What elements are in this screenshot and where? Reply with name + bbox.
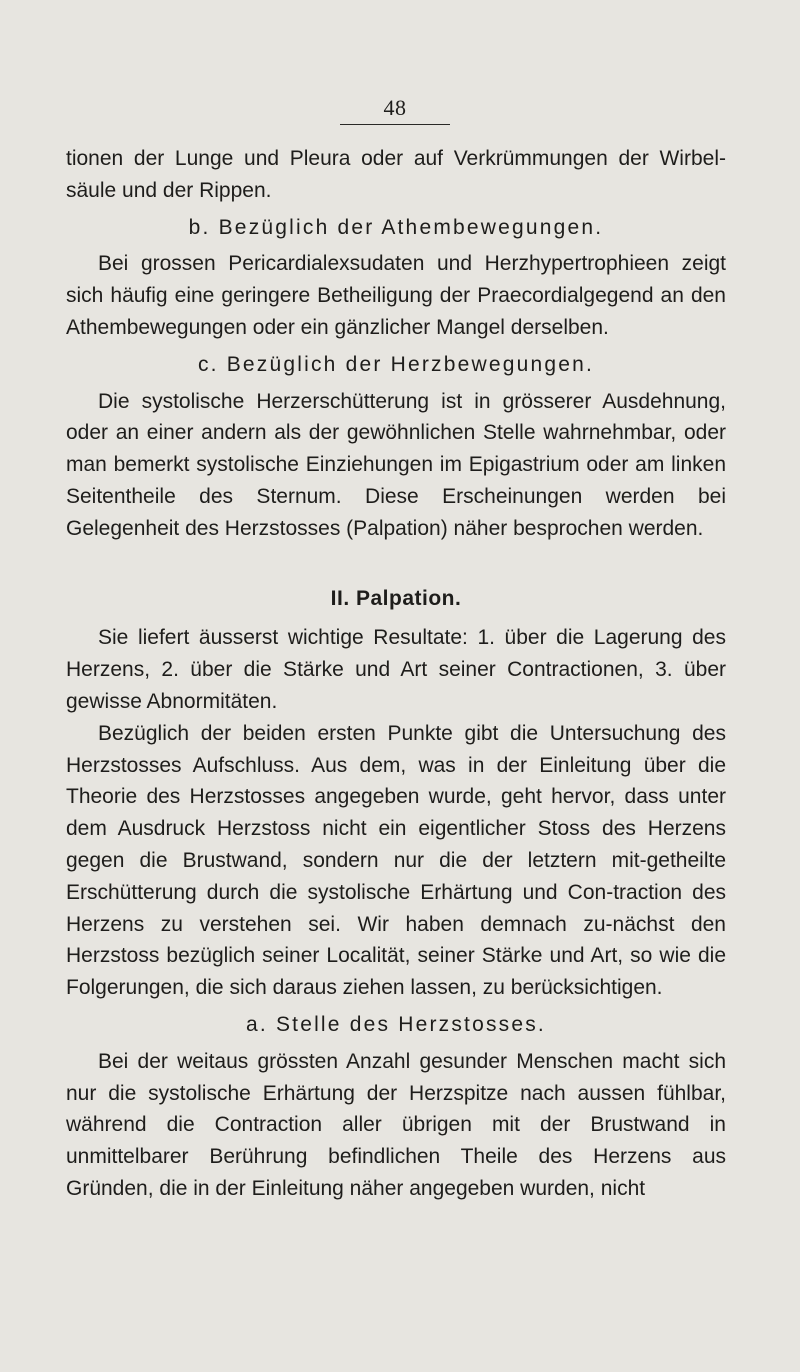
- paragraph-herzstoss-theorie: Bezüglich der beiden ersten Punkte gibt die Untersuchung des Herzstosses Aufschluss. Aus dem, was in der Einleitung über die Theorie des Herzstosses angegeben wurde, geht hervor, dass unter dem Ausdruck Herzstoss nicht ein eigentlicher Stoss des Herzens gegen die Brustwand, sondern nur die der letztern mit-getheilte Erschütterung durch die systolische Erhärtung und Con-traction des Herzens zu verstehen sei. Wir haben demnach zu-nächst den Herzstoss bezüglich seiner Localität, seiner Stärke und Art, so wie die Folgerungen, die sich daraus ziehen lassen, zu berücksichtigen.: [66, 721, 726, 1000]
- paragraph-herzspitze: Bei der weitaus grössten Anzahl gesunder Menschen macht sich nur die systolische Erhärtung der Herzspitze nach aussen fühlbar, während die Contraction aller übrigen mit der Brustwand in unmittelbarer Berührung befindlichen Theile des Herzens aus Gründen, die in der Einleitung näher angegeben wurden, nicht: [66, 1049, 726, 1200]
- paragraph-continuation: tionen der Lunge und Pleura oder auf Verkrümmungen der Wirbel-säule und der Rippen.: [66, 147, 726, 202]
- paragraph-herzerschuetterung: Die systolische Herzerschütterung ist in grösserer Ausdehnung, oder an einer andern als der gewöhnlichen Stelle wahrnehmbar, oder man bemerkt systolische Einziehungen im Epigastrium oder am linken Seitentheile des Sternum. Diese Erscheinungen werden bei Gelegenheit des Herzstosses (Palpation) näher besprochen werden.: [66, 389, 726, 540]
- section-heading-palpation: II. Palpation.: [330, 586, 462, 610]
- subheading-herzbewegungen: c. Bezüglich der Herzbewegungen.: [197, 352, 595, 376]
- paragraph-pericardialexsudate: Bei grossen Pericardialexsudaten und Herzhypertrophieen zeigt sich häufig eine geringere Betheiligung der Praecordialgegend an den Athembewegungen oder ein gänzlicher Mangel derselben.: [66, 252, 726, 339]
- paragraph-resultate: Sie liefert äusserst wichtige Resultate: 1. über die Lagerung des Herzens, 2. über die Stärke und Art seiner Contractionen, 3. über gewisse Abnormitäten.: [66, 626, 726, 713]
- page-number-rule: [340, 124, 450, 125]
- page-text-block: [66, 143, 726, 1205]
- subheading-athembewegungen: b. Bezüglich der Athembewegungen.: [188, 215, 604, 239]
- subheading-stelle-herzstoss: a. Stelle des Herzstosses.: [246, 1012, 546, 1036]
- page-number: 48: [383, 95, 407, 120]
